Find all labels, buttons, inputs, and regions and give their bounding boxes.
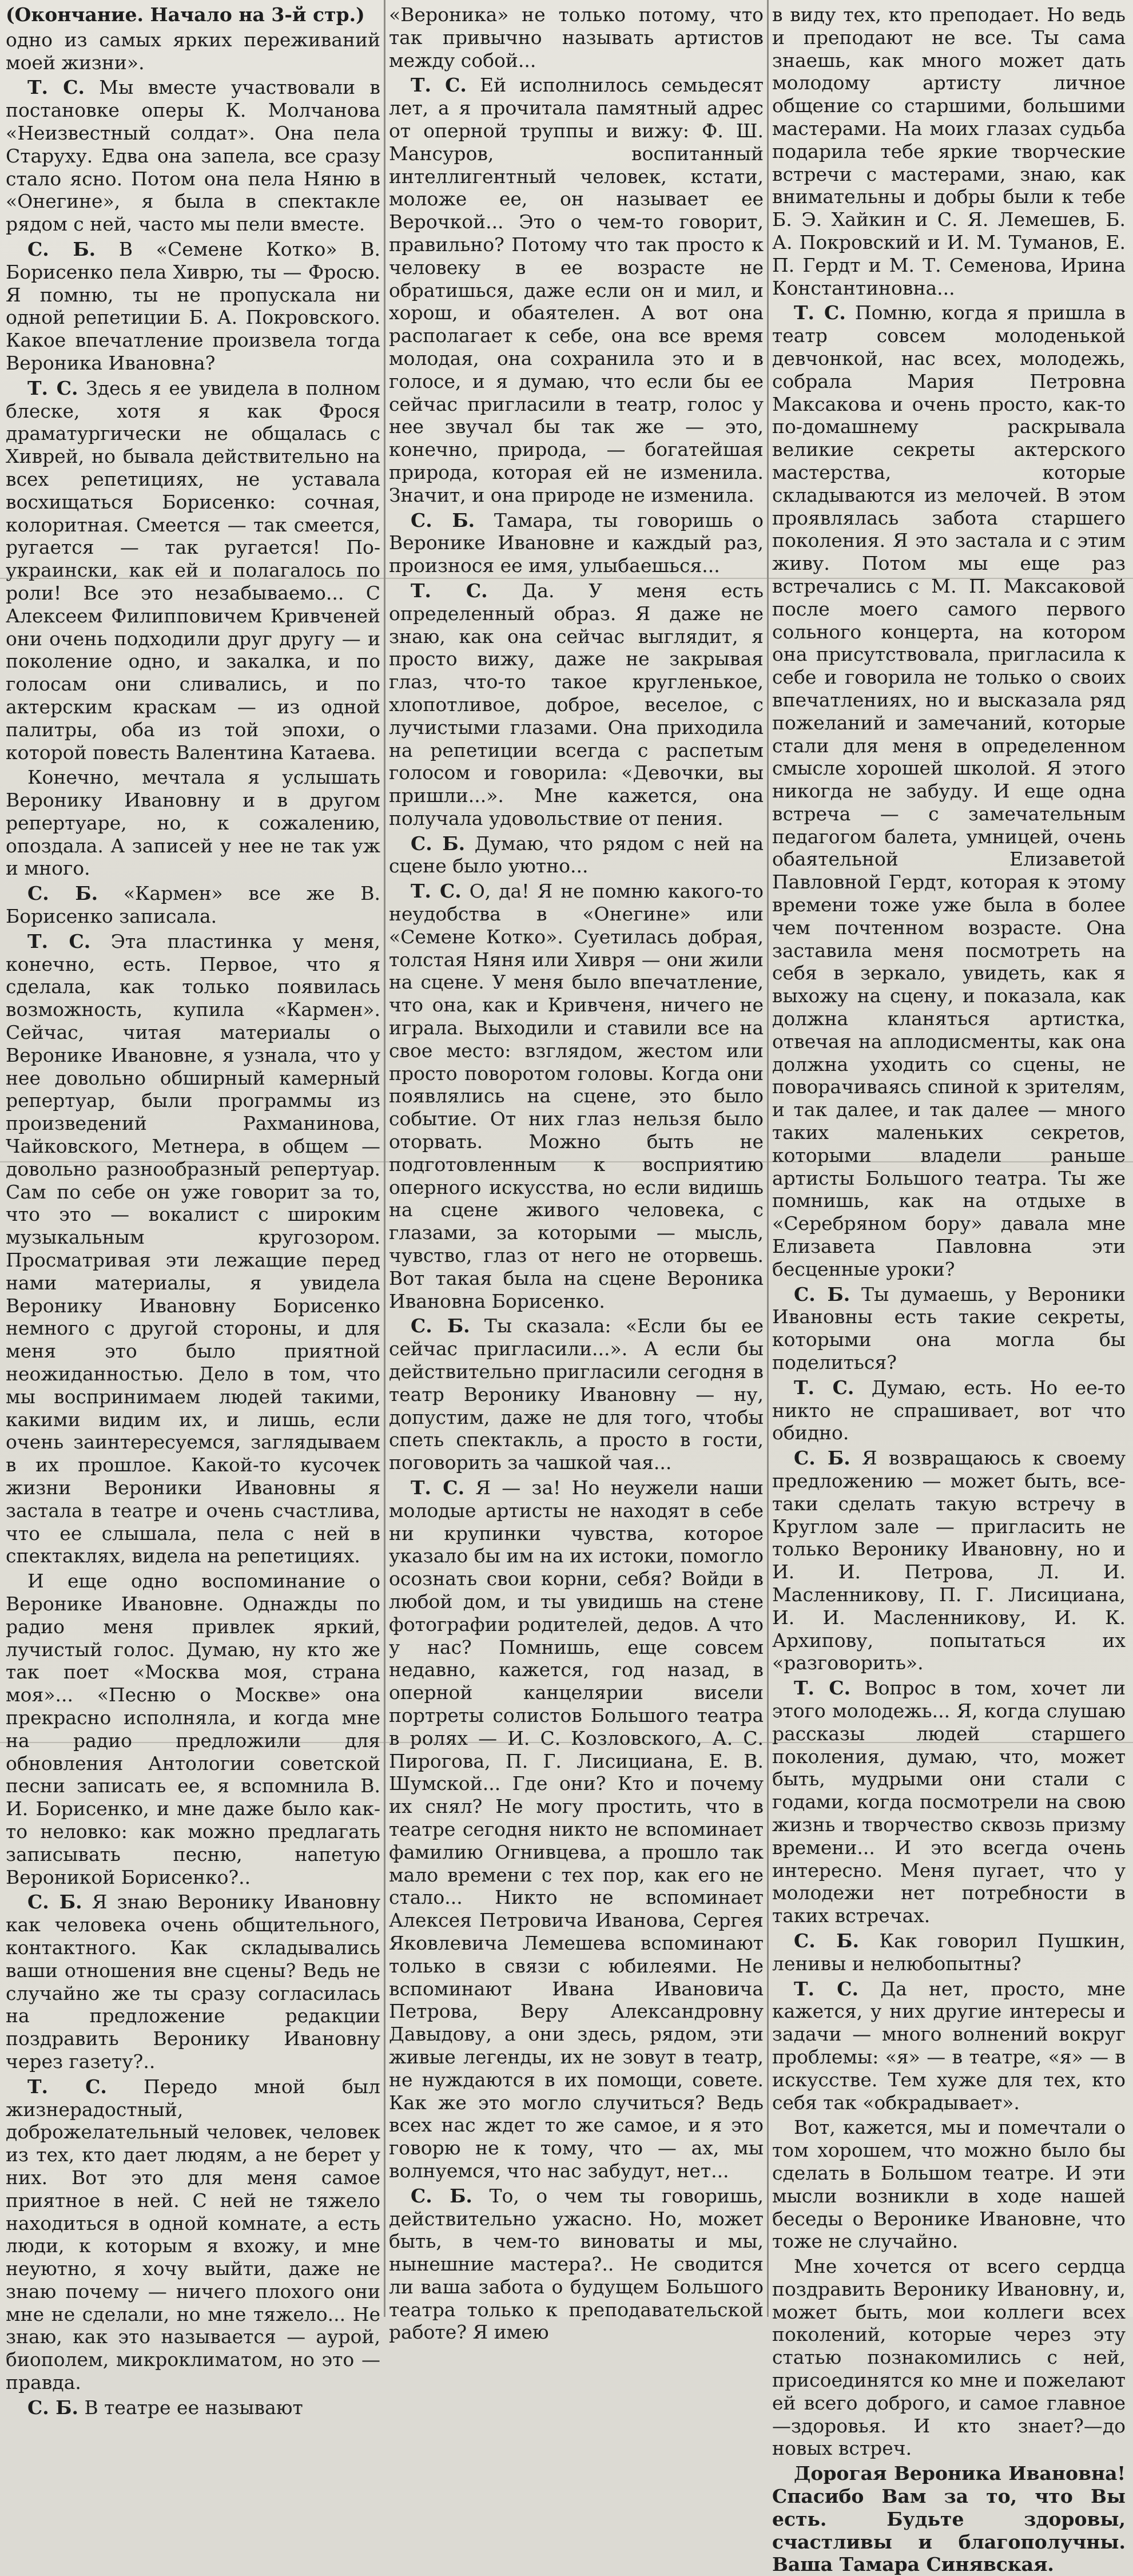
dialogue-paragraph	[389, 880, 764, 1312]
paragraph-text: Эта пластинка у меня, конечно, есть. Первое, что я сделала, как только появилась возможность, купила «Кармен». Сейчас, читая материалы о Веронике Ивановне, я узнала, что у нее довольно обширный камерный репертуар, были программы из произведений Рахманинова, Чайковского, Метнера, в общем — довольно разнообразный репертуар. Сам по себе он уже говорит за то, что это — вокалист с широким музыкальным кругозором. Просматривая эти лежащие перед нами материалы, я увидела Веронику Ивановну Борисенко немного с другой стороны, и для меня это было приятной неожиданностью. Дело в том, что мы воспринимаем людей такими, какими видим их, и лишь, если очень заинтересуемся, заглядываем в их прошлое. Какой-то кусочек жизни Вероники Ивановны я застала в театре и очень счастлива, что ее слышала, пела с ней в спектаклях, видела на репетициях.	[6, 930, 380, 1567]
paragraph-text: Ты сказала: «Если бы ее сейчас пригласили...». А если бы действительно пригласили сегодня в театр Веронику Ивановну — ну, допустим, даже не для того, чтобы спеть спектакль, а просто в гости, поговорить за чашкой чая...	[389, 1315, 764, 1474]
dialogue-paragraph	[772, 301, 1126, 1280]
paragraph-text: Мы вместе участвовали в постановке оперы К. Молчанова «Неизвестный солдат». Она пела Старуху. Едва она запела, все сразу стало ясно. Потом она пела Няню в «Онегине», я была в спектакле рядом с ней, часто мы пели вместе.	[6, 76, 380, 236]
paragraph-text: Да нет, просто, мне кажется, у них другие интересы и задачи — много волнений вокруг проблемы: «я» — в театре, «я» — в искусстве. Тем хуже для тех, кто себя так «обкрадывает».	[772, 1977, 1126, 2114]
paragraph-text: Вот, кажется, мы и помечтали о том хорошем, что можно было бы сделать в Большом театре. И эти мысли возникли в ходе нашей беседы о Веронике Ивановне, что тоже не случайно.	[772, 2116, 1126, 2253]
dialogue-paragraph	[772, 1376, 1126, 1444]
paragraph-text: Передо мной был жизнерадостный, доброжелательный человек, человек из тех, кто дает людям, а не берет у них. Вот это для меня самое приятное в ней. С ней не тяжело находиться в одной комнате, а есть люди, к которым я вхожу, и мне неуютно, я хочу выйти, даже не знаю почему — ничего плохого они мне не сделали, но мне тяжело... Не знаю, как это называется — аурой, биополем, микроклиматом, но это — правда.	[6, 2075, 380, 2394]
article-column-1	[6, 3, 381, 2419]
closing-signature	[772, 2462, 1126, 2576]
paragraph-text: в виду тех, кто преподает. Но ведь и преподают не все. Ты сама знаешь, как много может дать молодому артисту личное общение со старшими, большими мастерами. На моих глазах судьба подарила тебе яркие творческие встречи с мастерами, знаю, как внимательны и добры были к тебе Б. Э. Хайкин и С. Я. Лемешев, Б. А. Покровский и И. М. Туманов, Е. П. Гердт и М. Т. Семенова, Ирина Константиновна...	[772, 3, 1126, 299]
article-paragraph	[772, 3, 1126, 299]
speaker-initials: Т. С.	[794, 301, 846, 324]
article-paragraph	[6, 766, 380, 880]
paragraph-text: Я — за! Но неужели наши молодые артисты не находят в себе ни крупинки чувства, которое указало бы им на их истоки, помогло осознать свои корни, себя? Войди в любой дом, и ты увидишь на стене фотографии родителей, дедов. А что у нас? Помнишь, еще совсем недавно, кажется, год назад, в оперной канцелярии висели портреты солистов Большого театра в ролях — И. С. Козловского, А. С. Пирогова, П. Г. Лисициана, Е. В. Шумской... Где они? Кто и почему их снял? Не могу простить, что в театре сегодня никто не вспоминает фамилию Огнивцева, а прошло так мало времени с тех пор, как его не стало... Никто не вспоминает Алексея Петровича Иванова, Сергея Яковлевича Лемешева вспоминают только в связи с юбилеями. Не вспоминают Ивана Ивановича Петрова, Веру Александровну Давыдову, а они здесь, рядом, эти живые легенды, их не зовут в театр, не нуждаются в их помощи, совете. Как же это могло случиться? Ведь всех нас ждет то же самое, и я это говорю не к тому, что — ах, мы волнуемся, что нас забудут, нет...	[389, 1476, 764, 2182]
speaker-initials: С. Б.	[794, 1447, 850, 1470]
paragraph-text: Конечно, мечтала я услышать Веронику Ивановну и в другом репертуаре, но, к сожалению, опоздала. А записей у нее не так уж и много.	[6, 766, 380, 880]
dialogue-paragraph	[772, 1677, 1126, 1927]
dialogue-paragraph	[389, 74, 764, 506]
speaker-initials: Т. С.	[411, 880, 462, 903]
speaker-initials: Т. С.	[27, 376, 78, 399]
speaker-initials: С. Б.	[27, 1891, 82, 1914]
paragraph-text: Я знаю Веронику Ивановну как человека очень общительного, контактного. Как складывались ваши отношения вне сцены? Ведь не случайно же ты сразу согласилась на предложение редакции поздравить Веронику Ивановну через газету?..	[6, 1891, 380, 2073]
speaker-initials: С. Б.	[411, 509, 475, 531]
dialogue-paragraph	[389, 1476, 764, 2182]
continuation-header: (Окончание. Начало на 3-й стр.)	[6, 3, 365, 26]
speaker-initials: С. Б.	[411, 1315, 470, 1337]
paragraph-text: Да. У меня есть определенный образ. Я даже не знаю, как она сейчас выглядит, я просто вижу, даже не закрывая глаз, что-то такое кругленькое, хлопотливое, доброе, веселое, с лучистыми глазами. Она приходила на репетиции всегда с распетым голосом и говорила: «Девочки, вы пришли...». Мне кажется, она получала удовольствие от пения.	[389, 579, 764, 829]
dialogue-paragraph	[6, 377, 380, 764]
speaker-initials: С. Б.	[794, 1929, 859, 1952]
paragraph-text: О, да! Я не помню какого-то неудобства в «Онегине» или «Семене Котко». Суетилась добрая, толстая Няня или Хивря — они жили на сцене. У меня было впечатление, что она, как и Кривченя, ничего не играла. Выходили и ставили все на свое место: взглядом, жестом или просто поворотом головы. Когда они появлялись на сцене, это было событие. От них глаз нельзя было оторвать. Можно быть не подготовленным к восприятию оперного искусства, но если видишь на сцене живого человека, с глазами, за которыми — мысль, чувство, глаз от него не оторвешь. Вот такая была на сцене Вероника Ивановна Борисенко.	[389, 880, 764, 1312]
speaker-initials: С. Б.	[27, 882, 98, 905]
dialogue-paragraph	[772, 1930, 1126, 1975]
column-divider	[767, 0, 769, 2317]
paragraph-text: Мне хочется от всего сердца поздравить Веронику Ивановну, и, может быть, мои коллеги всех поколений, которые через эту статью познакомились с ней, присоединятся ко мне и пожелают ей всего доброго, и самое главное—здоровья. И кто знает?—до новых встреч.	[772, 2255, 1126, 2460]
speaker-initials: С. Б.	[411, 2184, 472, 2207]
paragraph-text: Тамара, ты говоришь о Веронике Ивановне и каждый раз, произнося ее имя, улыбаешься...	[389, 509, 764, 577]
paragraph-text: То, о чем ты говоришь, действительно ужасно. Но, может быть, в чем-то виноваты и мы, нынешние мастера?.. Не сводится ли ваша забота о будущем Большого театра только к преподавательской работе? Я имею	[389, 2184, 764, 2344]
paragraph-text: «Кармен» все же В. Борисенко записала.	[6, 882, 380, 928]
paragraph-text: Ты думаешь, у Вероники Ивановны есть такие секреты, которыми она могла бы поделиться?	[772, 1283, 1126, 1374]
speaker-initials: Т. С.	[411, 1476, 465, 1499]
speaker-initials: Т. С.	[794, 1977, 859, 2000]
speaker-initials: Т. С.	[411, 74, 467, 97]
paragraph-text: Я возвращаюсь к своему предложению — может быть, все-таки сделать такую встречу в Круглом зале — пригласить не только Веронику Ивановну, но и И. И. Петрова, Л. И. Масленникову, П. Г. Лисициана, И. И. Масленникову, И. К. Архипову, попытаться их «разговорить».	[772, 1447, 1126, 1674]
paragraph-text: Дорогая Вероника Ивановна! Спасибо Вам за то, что Вы есть. Будьте здоровы, счастливы и благополучны. Ваша Тамара Синявская.	[772, 2462, 1126, 2576]
dialogue-paragraph	[6, 238, 380, 375]
article-column-2	[389, 3, 764, 2344]
dialogue-paragraph	[6, 882, 380, 928]
paragraph-text: Думаю, есть. Но ее-то никто не спрашивает, вот что обидно.	[772, 1376, 1126, 1444]
dialogue-paragraph	[389, 579, 764, 830]
article-paragraph	[772, 2255, 1126, 2460]
column-divider	[384, 0, 385, 2317]
speaker-initials: С. Б.	[411, 832, 466, 855]
dialogue-paragraph	[772, 1283, 1126, 1374]
speaker-initials: Т. С.	[27, 930, 91, 952]
paragraph-text: одно из самых ярких переживаний моей жизни».	[6, 28, 380, 74]
paragraph-text: В театре ее называют	[84, 2396, 303, 2419]
paragraph-text: Помню, когда я пришла в театр совсем молоденькой девчонкой, нас всех, молодежь, собрала Мария Петровна Максакова и очень просто, как-то по-домашнему раскрывала великие секреты актерского мастерства, которые складываются из мелочей. В этом проявлялась забота старшего поколения. Я это застала и с этим живу. Потом мы еще раз встречались с М. П. Максаковой после моего самого первого сольного концерта, на котором она присутствовала, пригласила к себе и говорила не только о своих впечатлениях, но и высказала ряд пожеланий и замечаний, которые стали для меня в определенном смысле хорошей школой. Я этого никогда не забуду. И еще одна встреча — с замечательным педагогом балета, умницей, очень обаятельной Елизаветой Павловной Гердт, которая к этому времени тоже уже была в более чем почтенном возрасте. Она заставила меня посмотреть на себя в зеркало, увидеть, как я выхожу на сцену, и показала, как должна кланяться артистка, отвечая на аплодисменты, как она должна уходить со сцены, не поворачиваясь спиной к зрителям, и так далее, и так далее — много таких маленьких секретов, которыми владели раньше артисты Большого театра. Ты же помнишь, как на отдыхе в «Серебряном бору» давала мне Елизавета Павловна эти бесценные уроки?	[772, 301, 1126, 1280]
speaker-initials: Т. С.	[27, 2075, 107, 2098]
article-paragraph	[6, 1570, 380, 1888]
paragraph-text: «Вероника» не только потому, что так привычно называть артистов между собой...	[389, 3, 764, 72]
dialogue-paragraph	[389, 509, 764, 577]
speaker-initials: Т. С.	[794, 1677, 851, 1700]
dialogue-paragraph	[6, 1891, 380, 2073]
dialogue-paragraph	[389, 1315, 764, 1474]
dialogue-paragraph	[772, 1978, 1126, 2114]
article-paragraph	[772, 2116, 1126, 2253]
paragraph-text: Вопрос в том, хочет ли этого молодежь... Я, когда слушаю рассказы людей старшего поколения, думаю, что, может быть, мудрыми они стали с годами, когда посмотрели на свою жизнь и творчество сквозь призму времени... И это всегда очень интересно. Меня пугает, что у молодежи нет потребности в таких встречах.	[772, 1677, 1126, 1927]
speaker-initials: С. Б.	[794, 1283, 850, 1305]
speaker-initials: Т. С.	[411, 579, 488, 602]
article-column-3	[772, 3, 1126, 2576]
dialogue-paragraph	[772, 1447, 1126, 1674]
dialogue-paragraph	[6, 2396, 380, 2419]
paragraph-text: Ей исполнилось семьдесят лет, а я прочитала памятный адрес от оперной труппы и вижу: Ф. Ш. Мансуров, воспитанный интеллигентный человек, кстати, моложе ее, он называет ее Верочкой... Это о чем-то говорит, правильно? Потому что так просто к человеку в ее возрасте не обратишься, даже если он и мил, и хорош, и обаятелен. А вот она располагает к себе, она все время молодая, она сохранила это и в голосе, и я думаю, что если бы ее сейчас пригласили в театр, голос у нее звучал бы так же — это, конечно, природа, — богатейшая природа, которая ей не изменила. Значит, и она природе не изменила.	[389, 74, 764, 506]
speaker-initials: С. Б.	[27, 2396, 78, 2419]
dialogue-paragraph	[6, 2075, 380, 2394]
dialogue-paragraph	[6, 76, 380, 236]
dialogue-paragraph	[389, 832, 764, 878]
speaker-initials: Т. С.	[794, 1376, 854, 1399]
speaker-initials: С. Б.	[27, 237, 96, 260]
paragraph-text: И еще одно воспоминание о Веронике Ивановне. Однажды по радио меня привлек яркий, лучистый голос. Думаю, ну кто же так поет «Москва моя, страна моя»... «Песню о Москве» она прекрасно исполняла, и когда мне на радио предложили для обновления Антологии советской песни записать ее, я вспомнила В. И. Борисенко, и мне даже было как-то неловко: как можно предлагать записывать песню, напетую Вероникой Борисенко?..	[6, 1570, 380, 1888]
dialogue-paragraph	[389, 2185, 764, 2344]
dialogue-paragraph	[6, 930, 380, 1567]
speaker-initials: Т. С.	[27, 76, 85, 99]
paragraph-text: В «Семене Котко» В. Борисенко пела Хиврю, ты — Фросю. Я помню, ты не пропускала ни одной репетиции Б. А. Покровского. Какое впечатление произвела тогда Вероника Ивановна?	[6, 237, 380, 374]
paragraph-text: Здесь я ее увидела в полном блеске, хотя я как Фрося драматургически не общалась с Хиврей, но бывала действительно на всех репетициях, не уставала восхищаться Борисенко: сочная, колоритная. Смеется — так смеется, ругается — так ругается! По-украински, как ей и полагалось по роли! Все это незабываемо... С Алексеем Филипповичем Кривченей они очень подходили друг другу — и поколение одно, и закалка, и по голосам они сливались, и по актерским краскам — из одной палитры, оба из той эпохи, о которой повесть Валентина Катаева.	[6, 376, 381, 764]
paragraph-text: Как говорил Пушкин, ленивы и нелюбопытны?	[772, 1929, 1126, 1975]
article-paragraph	[6, 29, 380, 74]
paragraph-text: Думаю, что рядом с ней на сцене было уютно...	[389, 832, 764, 878]
article-paragraph	[389, 3, 764, 72]
